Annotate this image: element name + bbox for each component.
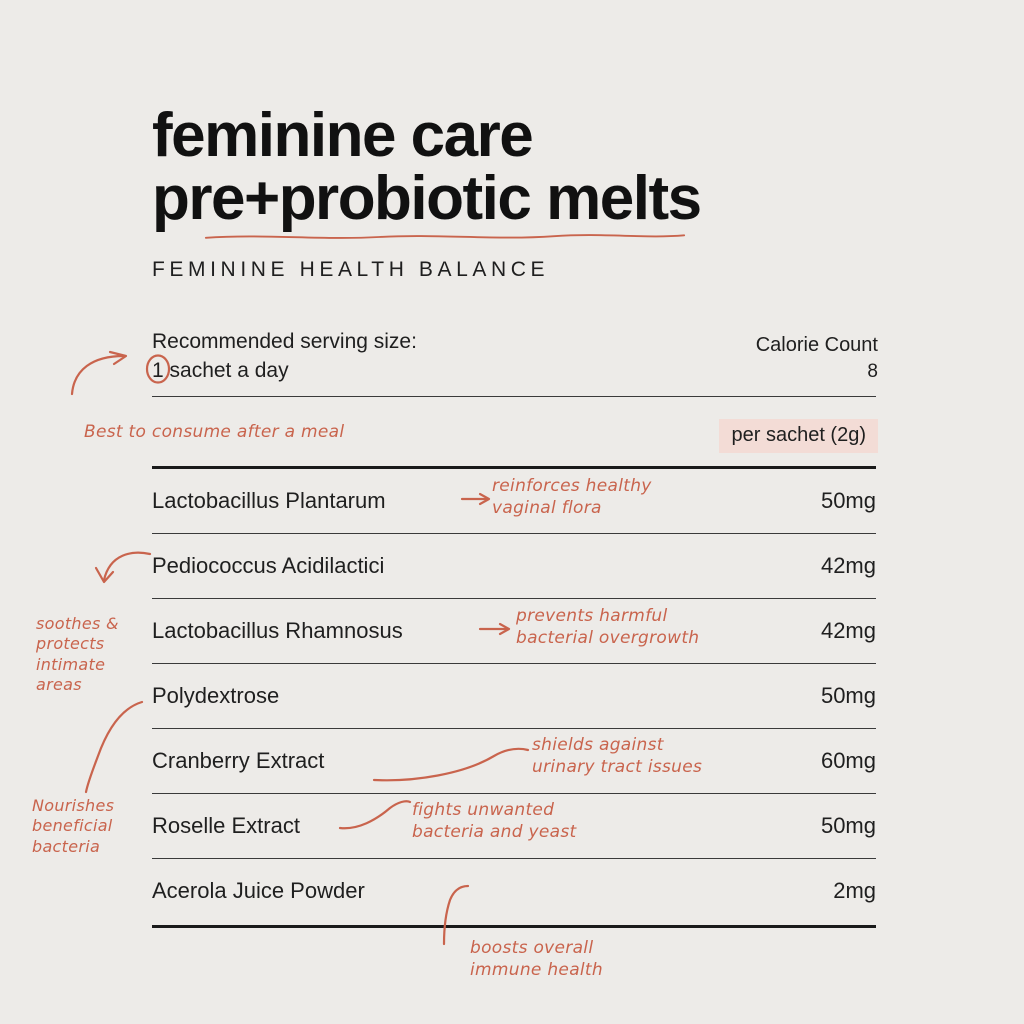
annotation-after-meal: Best to consume after a meal xyxy=(84,422,345,442)
calorie-count-label: Calorie Count xyxy=(755,334,878,356)
title-block xyxy=(152,101,892,234)
ingredient-amount: 50mg xyxy=(820,488,876,513)
page-subtitle: FEMININE HEALTH BALANCE xyxy=(152,258,550,281)
ingredient-amount: 42mg xyxy=(820,553,876,578)
ingredient-amount: 50mg xyxy=(820,683,876,708)
annotation-cranberry: shields against urinary tract issues xyxy=(532,735,703,777)
ingredient-name: Acerola Juice Powder xyxy=(152,878,365,903)
annotation-soothes-protects: soothes & protects intimate areas xyxy=(36,614,119,695)
table-row xyxy=(152,599,876,664)
ingredient-amount: 42mg xyxy=(820,618,876,643)
annotation-plantarum: reinforces healthy vaginal flora xyxy=(492,476,652,518)
page-title-line-1: feminine care xyxy=(152,101,533,170)
ingredient-name: Lactobacillus Rhamnosus xyxy=(152,618,403,643)
annotation-nourishes: Nourishes beneficial bacteria xyxy=(32,796,115,856)
ingredient-amount: 50mg xyxy=(820,813,876,838)
page-title-line-2: pre+probiotic melts xyxy=(152,164,701,234)
divider-bottom xyxy=(152,925,876,928)
ingredient-name: Roselle Extract xyxy=(152,813,300,838)
table-row xyxy=(152,859,876,923)
arrow-to-serving-size-icon xyxy=(68,350,148,398)
table-row xyxy=(152,729,876,794)
serving-size-label: Recommended serving size: xyxy=(152,330,417,353)
divider-top xyxy=(152,396,876,397)
title-underline-stroke xyxy=(156,232,734,242)
table-row xyxy=(152,534,876,599)
per-sachet-badge: per sachet (2g) xyxy=(719,419,878,453)
serving-size-value: 1 sachet a day xyxy=(152,359,289,382)
table-row xyxy=(152,664,876,729)
annotation-rhamnosus: prevents harmful bacterial overgrowth xyxy=(516,606,700,648)
ingredient-name: Lactobacillus Plantarum xyxy=(152,488,386,513)
arrow-soothes-icon xyxy=(92,548,152,588)
ingredient-amount: 2mg xyxy=(833,878,876,903)
annotation-roselle: fights unwanted bacteria and yeast xyxy=(412,800,577,842)
ingredient-name: Cranberry Extract xyxy=(152,748,325,773)
ingredient-name: Polydextrose xyxy=(152,683,280,708)
arrow-nourishes-icon xyxy=(82,700,144,796)
calorie-count-value: 8 xyxy=(867,361,878,382)
ingredient-amount: 60mg xyxy=(820,748,876,773)
ingredient-name: Pediococcus Acidilactici xyxy=(152,553,385,578)
annotation-acerola: boosts overall immune health xyxy=(470,938,603,980)
